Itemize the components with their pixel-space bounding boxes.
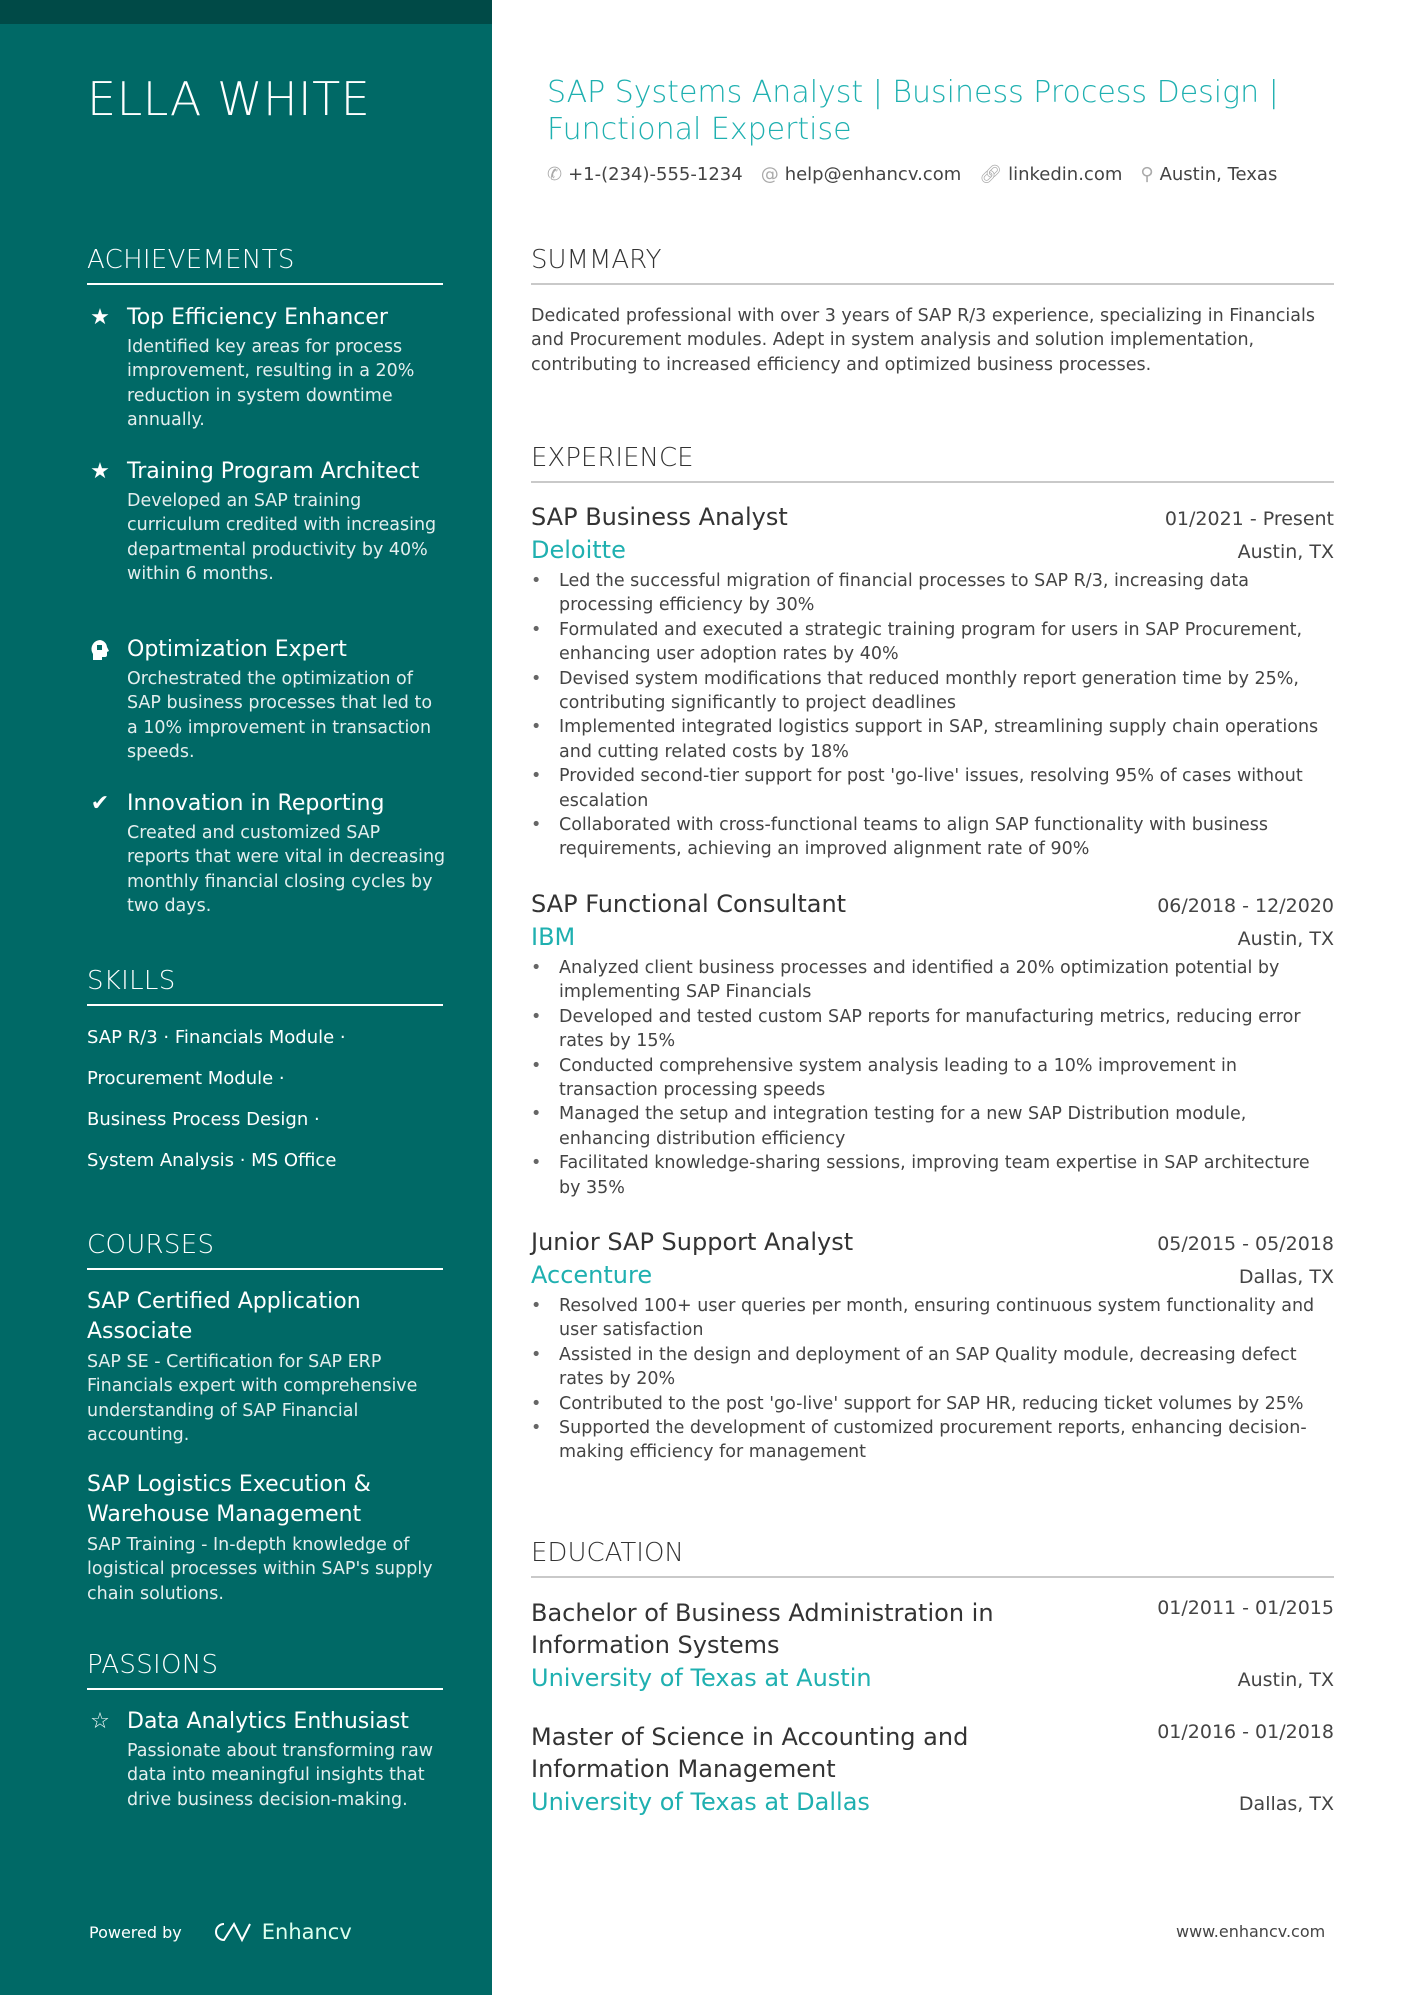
achievement-desc: Identified key areas for process improvement, resulting in a 20% reduction in system downtime annually. — [127, 337, 415, 431]
course-desc: SAP Training - In-depth knowledge of logistical processes within SAP's supply chain solutions. — [87, 1535, 433, 1604]
powered-by — [89, 1920, 352, 1944]
course-desc: SAP SE - Certification for SAP ERP Financials expert with comprehensive understanding of SAP Financial accounting. — [87, 1352, 418, 1446]
edu-location: Austin, TX — [1237, 1669, 1334, 1691]
course-title: SAP Certified Application Associate — [87, 1289, 361, 1344]
edu-dates: 01/2011 - 01/2015 — [1157, 1597, 1334, 1619]
contact-bar — [547, 164, 1277, 185]
job-dates: 06/2018 - 12/2020 — [1157, 895, 1334, 917]
bullet: • Developed and tested custom SAP reports for manufacturing metrics, reducing error rates by 15% — [531, 1005, 1334, 1054]
achievement-item — [87, 789, 447, 919]
job-dates: 01/2021 - Present — [1164, 508, 1334, 530]
job-bullets — [531, 956, 1334, 1200]
experience-heading: EXPERIENCE — [531, 443, 1334, 483]
bullet: • Contributed to the post 'go-live' support for SAP HR, reducing ticket volumes by 25% — [531, 1392, 1334, 1416]
enhancv-logo-icon — [208, 1920, 254, 1944]
company-name: IBM — [531, 923, 576, 951]
job-title: SAP Functional Consultant — [531, 890, 847, 918]
achievements-heading: ACHIEVEMENTS — [87, 245, 443, 285]
experience-item — [531, 501, 1334, 862]
skill-item: Procurement Module · — [87, 1068, 285, 1089]
bullet: • Supported the development of customized procurement reports, enhancing decision-making efficiency for management — [531, 1416, 1334, 1465]
headline: SAP Systems Analyst | Business Process Design | Functional Expertise — [547, 75, 1279, 147]
star-outline-icon: ☆ — [90, 1709, 110, 1734]
bullet: • Provided second-tier support for post 'go-live' issues, resolving 95% of cases without escalation — [531, 764, 1334, 813]
phone-icon: ✆ — [547, 164, 563, 185]
link-icon: 🔗︎ — [979, 164, 1003, 185]
achievement-title: Training Program Architect — [127, 459, 420, 484]
enhancv-brand: Enhancv — [261, 1920, 352, 1944]
bullet: • Facilitated knowledge-sharing sessions, improving team expertise in SAP architecture by 35% — [531, 1151, 1334, 1200]
star-icon: ★ — [90, 305, 110, 330]
job-bullets — [531, 569, 1334, 862]
courses-heading: COURSES — [87, 1230, 443, 1270]
achievement-desc: Orchestrated the optimization of SAP business processes that led to a 10% improvement in transaction speeds. — [127, 669, 433, 763]
at-icon: @ — [760, 164, 779, 185]
job-location: Dallas, TX — [1238, 1266, 1334, 1288]
bullet: • Formulated and executed a strategic training program for users in SAP Procurement, enhancing user adoption rates by 40% — [531, 618, 1334, 667]
check-icon: ✔ — [90, 791, 110, 816]
phone-text: +1-(234)-555-1234 — [568, 164, 743, 185]
email-text: help@enhancv.com — [784, 164, 962, 185]
skills-list — [87, 1017, 443, 1181]
experience-item — [531, 888, 1334, 1200]
bullet: • Led the successful migration of financial processes to SAP R/3, increasing data processing efficiency by 30% — [531, 569, 1334, 618]
brain-icon — [87, 635, 113, 670]
contact-email[interactable] — [761, 164, 962, 185]
job-title: SAP Business Analyst — [531, 503, 788, 531]
achievement-item — [87, 457, 447, 587]
candidate-name: ELLA WHITE — [87, 72, 371, 126]
skill-item: System Analysis · MS Office — [87, 1150, 337, 1171]
bullet: • Devised system modifications that reduced monthly report generation time by 25%, contributing significantly to project deadlines — [531, 667, 1334, 716]
website-link[interactable]: www.enhancv.com — [1176, 1922, 1326, 1941]
passion-item — [87, 1707, 447, 1812]
location-text: Austin, Texas — [1159, 164, 1278, 185]
bullet: • Managed the setup and integration testing for a new SAP Distribution module, enhancing distribution efficiency — [531, 1102, 1334, 1151]
education-item — [531, 1721, 1334, 1819]
star-icon: ★ — [90, 459, 110, 484]
contact-phone[interactable] — [547, 164, 743, 185]
skill-item: SAP R/3 · Financials Module · — [87, 1027, 346, 1048]
job-bullets — [531, 1294, 1334, 1465]
job-dates: 05/2015 - 05/2018 — [1157, 1233, 1334, 1255]
achievement-desc: Developed an SAP training curriculum credited with increasing departmental productivity by 40% within 6 months. — [127, 491, 437, 585]
sidebar — [0, 0, 492, 1995]
bullet: • Resolved 100+ user queries per month, ensuring continuous system functionality and user satisfaction — [531, 1294, 1334, 1343]
passion-title: Data Analytics Enthusiast — [127, 1709, 409, 1734]
edu-location: Dallas, TX — [1238, 1793, 1334, 1815]
job-location: Austin, TX — [1237, 928, 1334, 950]
course-item — [87, 1287, 443, 1448]
education-heading: EDUCATION — [531, 1538, 1334, 1578]
achievement-title: Optimization Expert — [127, 637, 347, 662]
enhancv-logo[interactable] — [208, 1920, 352, 1944]
skill-item: Business Process Design · — [87, 1109, 320, 1130]
bullet: • Analyzed client business processes and identified a 20% optimization potential by implementing SAP Financials — [531, 956, 1334, 1005]
company-name: Accenture — [531, 1261, 653, 1289]
passions-heading: PASSIONS — [87, 1650, 443, 1690]
location-pin-icon: ⚲ — [1140, 164, 1154, 185]
job-title: Junior SAP Support Analyst — [531, 1228, 854, 1256]
powered-by-label: Powered by — [89, 1922, 182, 1942]
experience-item — [531, 1226, 1334, 1465]
top-band — [0, 0, 492, 24]
school-name: University of Texas at Dallas — [531, 1788, 870, 1816]
achievement-title: Top Efficiency Enhancer — [127, 305, 388, 330]
achievement-item — [87, 303, 447, 433]
company-name: Deloitte — [531, 536, 626, 564]
summary-heading: SUMMARY — [531, 245, 1334, 285]
linkedin-text: linkedin.com — [1008, 164, 1123, 185]
achievement-item — [87, 635, 447, 765]
bullet: • Collaborated with cross-functional teams to align SAP functionality with business requirements, achieving an improved alignment rate of 90% — [531, 813, 1334, 862]
skills-heading: SKILLS — [87, 966, 443, 1006]
job-location: Austin, TX — [1237, 541, 1334, 563]
education-item — [531, 1597, 1334, 1695]
bullet: • Assisted in the design and deployment of an SAP Quality module, decreasing defect rates by 20% — [531, 1343, 1334, 1392]
passion-desc: Passionate about transforming raw data into meaningful insights that drive business decision-making. — [127, 1741, 434, 1810]
bullet: • Conducted comprehensive system analysis leading to a 10% improvement in transaction processing speeds — [531, 1054, 1334, 1103]
contact-location — [1140, 164, 1277, 185]
summary-text: Dedicated professional with over 3 years of SAP R/3 experience, specializing in Financials and Procurement modules. Adept in system analysis and solution implementation, contributing to increased efficiency and optimized business processes. — [531, 306, 1315, 375]
bullet: • Implemented integrated logistics support in SAP, streamlining supply chain operations and cutting related costs by 18% — [531, 715, 1334, 764]
course-title: SAP Logistics Execution & Warehouse Management — [87, 1472, 371, 1527]
degree: Bachelor of Business Administration in Information Systems — [531, 1599, 994, 1659]
edu-dates: 01/2016 - 01/2018 — [1157, 1721, 1334, 1743]
school-name: University of Texas at Austin — [531, 1664, 872, 1692]
achievement-desc: Created and customized SAP reports that were vital in decreasing monthly financial closing cycles by two days. — [127, 823, 446, 917]
course-item — [87, 1470, 443, 1606]
contact-linkedin[interactable] — [979, 164, 1122, 185]
degree: Master of Science in Accounting and Information Management — [531, 1723, 969, 1783]
achievement-title: Innovation in Reporting — [127, 791, 385, 816]
